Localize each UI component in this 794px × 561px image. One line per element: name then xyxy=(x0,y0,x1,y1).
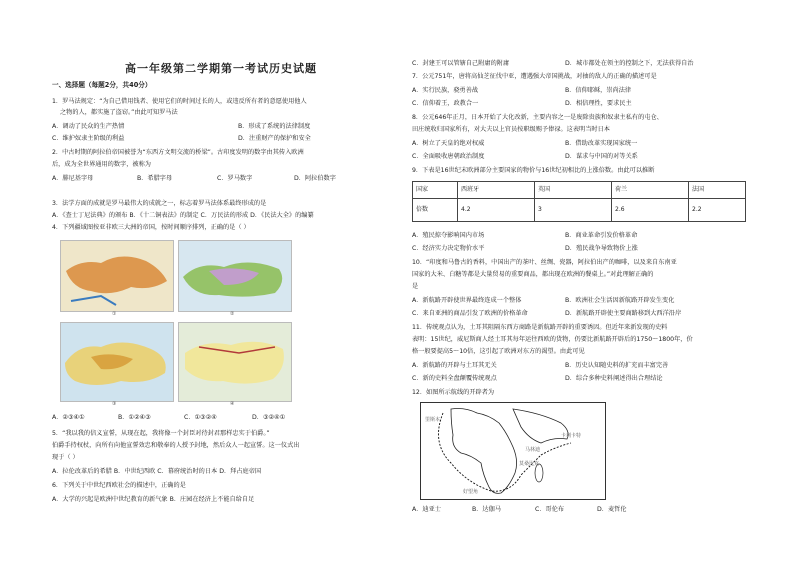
table-cell: 3 xyxy=(535,199,612,222)
q9-option-b: B．商业革命引发价格革命 xyxy=(565,232,638,239)
q9-option-a: A．殖民掠夺影响国内市场 xyxy=(412,232,485,239)
map-shape xyxy=(61,323,173,401)
q2-text: 2．中古时期的阿拉伯帝国被誉为“东西方文明交流的桥梁”。古印度发明的数字由其传入欧洲 xyxy=(52,149,304,156)
q1-option-d: D．注重财产的保护和安全 xyxy=(238,135,311,142)
q8-option-a: A．树立了天皇的绝对权威 xyxy=(412,140,485,147)
q7-option-d: D．相信理性，要求民主 xyxy=(565,100,632,107)
map-label-cape: 好望角 xyxy=(463,489,479,495)
q12-text: 12．如图所示航线的开辟者为 xyxy=(412,389,495,396)
map-label-malindi: 马林迪 xyxy=(525,447,541,453)
table-cell: 倍数 xyxy=(413,199,458,222)
map-label-calicut: 卡利卡特 xyxy=(561,433,582,439)
q6-options: A．大学的兴起是欧洲中世纪教育的新气象 B．庄园在经济上不能自给自足 xyxy=(52,496,255,503)
q12-option-d: D．麦哲伦 xyxy=(597,506,627,513)
map-caption-2: ② xyxy=(230,311,235,317)
q8-option-c: C．全面吸收唐朝政治制度 xyxy=(412,153,485,160)
q3-text: 3．法学方面的成就是罗马最伟大的成就之一，标志着罗马法体系最终形成的是 xyxy=(52,200,267,207)
q10-text: 10．“印度和马鲁古的香料，中国出产的茶叶、丝绸、瓷器，阿拉伯出产的咖啡，以及来自东南亚 xyxy=(412,259,677,266)
q11-text: 格一般要提高5～10倍，这引起了欧洲对东方的渴望。由此可见 xyxy=(412,348,585,355)
empire-map-2 xyxy=(178,240,292,312)
q8-text: 田庄统收归国家所有，对大夫以上官员按职级赐予俸禄。这表明当时日本 xyxy=(412,126,610,133)
q5-text: 伯爵手持权杖，向所有向他宣誓效忠和敬奉的人授予封地，然后众人一起宣誓。这一仪式出 xyxy=(52,442,300,449)
q12-option-a: A．迪亚士 xyxy=(412,506,441,513)
q8-option-d: D．谋求与中国的对等关系 xyxy=(565,153,638,160)
q10-option-c: C．来自亚洲的商品引发了欧洲的价格革命 xyxy=(412,310,528,317)
q2-text: 后，成为全世界通用的数字，被称为 xyxy=(52,161,151,168)
map-caption-1: ① xyxy=(112,311,117,317)
q12-option-c: C．哥伦布 xyxy=(535,506,565,513)
q8-option-b: B．借助改革实现国家统一 xyxy=(565,140,638,147)
q10-text: 国家的大米、白糖等都是大量贸易的重要商品，都出现在欧洲的餐桌上。”对此理解正确的 xyxy=(412,271,654,278)
q10-option-b: B．欧洲社会生活因新航路开辟发生变化 xyxy=(565,297,675,304)
q5-options: A．拉伦改革后的希腊 B．中世纪西欧 C．幕府统治时的日本 D．拜占庭帝国 xyxy=(52,468,262,475)
table-cell: 2.6 xyxy=(612,199,689,222)
map-caption-4: ④ xyxy=(230,401,235,407)
q9-option-c: C．经济实力决定物价水平 xyxy=(412,245,485,252)
q11-text: 11．传统观点认为，土耳其阻隔东西方商路是新航路开辟的重要诱因。但近年来新发现的史料 xyxy=(412,324,668,331)
q5-text: 5．“我以我的信义宣誓，从现在起，我将像一个封臣对待封君那样忠实于伯爵。” xyxy=(52,430,270,437)
map-caption-3: ③ xyxy=(112,401,117,407)
section-heading: 一、选择题（每题2分，共40分） xyxy=(52,81,152,89)
q4-text: 4．下列疆域图按亚非欧三大洲的帝国，按时间顺序排列，正确的是（ ） xyxy=(52,224,250,231)
q4-option-b: B．①②④③ xyxy=(118,414,151,421)
price-table xyxy=(412,181,746,222)
q10-text: 是 xyxy=(412,283,419,290)
q7-option-b: B．信仰耶稣，崇尚法律 xyxy=(565,87,632,94)
q4-option-a: A．②③④① xyxy=(52,414,85,421)
map-label-mozambique: 莫桑比克 xyxy=(519,461,540,467)
table-cell: 国家 xyxy=(413,182,458,199)
q9-text: 9．下表是16世纪末欧洲部分主要国家的物价与16世纪初相比的上涨倍数。由此可以推断 xyxy=(412,167,655,174)
map-shape xyxy=(421,403,605,499)
q3-options: A．《查士丁尼法典》的颁布 B．《十二铜表法》的制定 C．万民法的形成 D．《民法大全》的编纂 xyxy=(52,212,314,219)
map-shape xyxy=(61,241,173,311)
q6-option-c: C．封建王可以管辖自己附庸的附庸 xyxy=(412,60,510,67)
q7-option-a: A．实行民族，骁勇善战 xyxy=(412,87,479,94)
q10-option-d: D．新航路开辟使主要商路移到大西洋沿岸 xyxy=(565,310,682,317)
map-shape xyxy=(179,241,291,311)
table-cell: 英国 xyxy=(535,182,612,199)
q5-text: 现于（ ） xyxy=(52,454,79,461)
map-label-lisbon: 里斯本 xyxy=(425,417,441,423)
empire-map-3 xyxy=(60,322,174,402)
q1-option-b: B．形成了系统的法律制度 xyxy=(238,123,311,130)
q4-option-c: C．①③②④ xyxy=(184,414,217,421)
table-row xyxy=(413,199,746,222)
q1-option-c: C．维护奴隶主阶级的利益 xyxy=(52,135,125,142)
empire-map-4 xyxy=(178,322,292,402)
exam-title: 高一年级第二学期第一考试历史试题 xyxy=(125,62,317,75)
q12-option-b: B．达伽马 xyxy=(472,506,501,513)
q4-option-d: D．③②④① xyxy=(252,414,286,421)
q10-option-a: A．新航路开辟使世界最终连成一个整体 xyxy=(412,297,522,304)
q1-option-a: A．调动了民众的生产热情 xyxy=(52,123,125,130)
q11-text: 表明：15世纪，威尼斯商人经土耳其每年运往西欧的货物，仍要比新航路开辟后的1750～1800年，价 xyxy=(412,336,693,343)
q11-option-c: C．新的史料全盘颠覆传统观点 xyxy=(412,375,497,382)
q2-option-d: D．阿拉伯数字 xyxy=(294,175,336,182)
table-cell: 2.2 xyxy=(689,199,746,222)
table-row xyxy=(413,182,746,199)
q6-option-d: D．城市都处在领主的控制之下，无法获得自治 xyxy=(565,60,694,67)
table-cell: 法国 xyxy=(689,182,746,199)
table-cell: 西班牙 xyxy=(458,182,535,199)
map-shape xyxy=(179,323,291,401)
q1-text: 1．罗马法规定：“为自己借用钱者、使用它们的时间过长的人，或违反所有者的意愿使用他人 xyxy=(52,98,307,105)
q2-option-b: B．希腊字母 xyxy=(137,175,173,182)
q7-text: 7．公元751年，唐将高仙芝征伐中亚，遭遇强大帝国挑战，对抽的敌人的正确的描述可是 xyxy=(412,73,657,80)
q1-text: 之物的人，都实施了盗窃。”由此可知罗马法 xyxy=(60,109,178,116)
table-cell: 荷兰 xyxy=(612,182,689,199)
q7-option-c: C．信仰着王，政教合一 xyxy=(412,100,479,107)
q8-text: 8．公元646年正月，日本开始了大化改新，主要内容之一是废除贵族和奴隶主私有的屯仓、 xyxy=(412,114,663,121)
q11-option-b: B．历史认知随史料的扩充而丰富完善 xyxy=(565,362,669,369)
q11-option-d: D．综合多种史料阐述得出合理结论 xyxy=(565,375,663,382)
empire-map-1 xyxy=(60,240,174,312)
q2-option-a: A．腓尼基字母 xyxy=(52,175,94,182)
q9-option-d: D．殖民战争导致物价上涨 xyxy=(565,245,638,252)
q2-option-c: C．罗马数字 xyxy=(217,175,253,182)
q11-option-a: A．新航路的开辟与土耳其无关 xyxy=(412,362,497,369)
q6-text: 6．下列关于中世纪西欧社会的描述中，正确的是 xyxy=(52,482,186,489)
table-cell: 4.2 xyxy=(458,199,535,222)
voyage-route-map xyxy=(420,402,606,500)
